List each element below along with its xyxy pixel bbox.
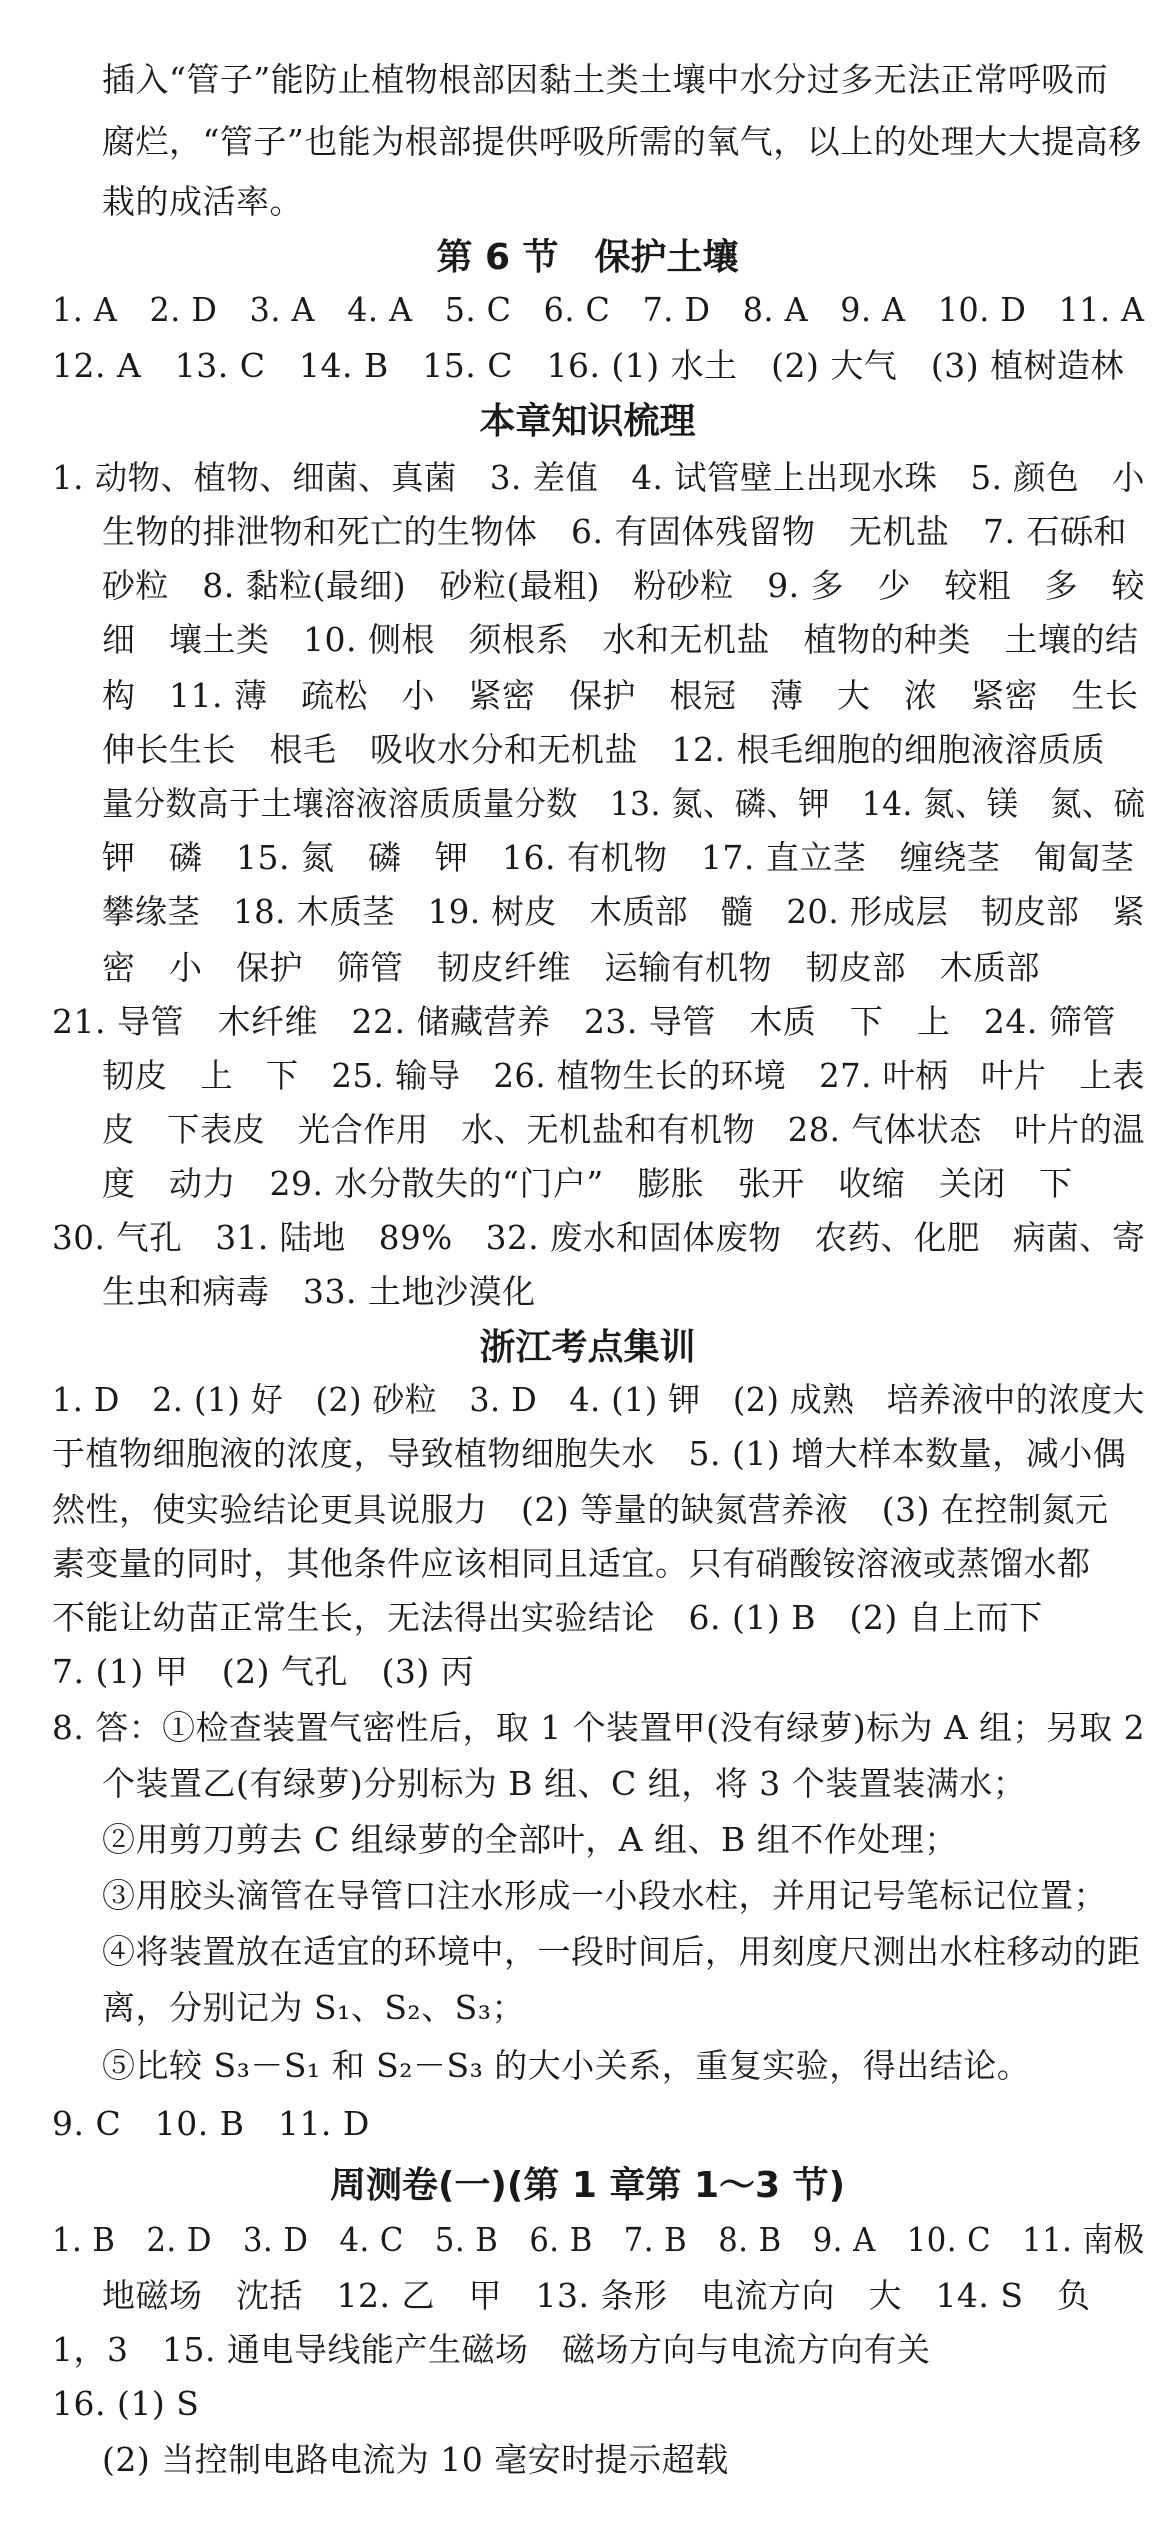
- weekly-line-5: (2) 当控制电路电流为 10 毫安时提示超载: [102, 2440, 729, 2479]
- zhejiang-line-4: 素变量的同时，其他条件应该相同且适宜。只有硝酸铵溶液或蒸馏水都: [52, 1544, 1091, 1583]
- zhejiang-line-5: 不能让幼苗正常生长，无法得出实验结论 6. (1) B (2) 自上而下: [52, 1598, 1043, 1637]
- intro-line-1: 插入“管子”能防止植物根部因黏土类土壤中水分过多无法正常呼吸而: [102, 60, 1109, 99]
- zhejiang-line-8: 个装置乙(有绿萝)分别标为 B 组、C 组，将 3 个装置装满水；: [102, 1764, 1027, 1803]
- knowledge-line-8: 钾 磷 15. 氮 磷 钾 16. 有机物 17. 直立茎 缠绕茎 匍匐茎: [102, 838, 1135, 877]
- intro-line-2: 腐烂，“管子”也能为根部提供呼吸所需的氧气，以上的处理大大提高移: [102, 122, 1142, 161]
- intro-line-3: 栽的成活率。: [102, 182, 303, 221]
- section-6-title: 第 6 节 保护土壤: [436, 237, 739, 278]
- zhejiang-line-13: ⑤比较 S₃－S₁ 和 S₂－S₃ 的大小关系，重复实验，得出结论。: [102, 2046, 1031, 2085]
- weekly-line-2: 地磁场 沈括 12. 乙 甲 13. 条形 电流方向 大 14. S 负: [102, 2276, 1091, 2315]
- knowledge-line-7: 量分数高于土壤溶液溶质质量分数 13. 氮、磷、钾 14. 氮、镁 氮、硫: [102, 784, 1146, 823]
- weekly-title: 周测卷(一)(第 1 章第 1～3 节): [329, 2165, 846, 2206]
- zhejiang-line-10: ③用胶头滴管在导管口注水形成一小段水柱，并用记号笔标记位置；: [102, 1876, 1107, 1915]
- knowledge-line-13: 皮 下表皮 光合作用 水、无机盐和有机物 28. 气体状态 叶片的温: [102, 1110, 1146, 1149]
- knowledge-line-14: 度 动力 29. 水分散失的“门户” 膨胀 张开 收缩 关闭 下: [102, 1164, 1073, 1203]
- weekly-line-3: 1，3 15. 通电导线能产生磁场 磁场方向与电流方向有关: [52, 2330, 931, 2369]
- zhejiang-line-11: ④将装置放在适宜的环境中，一段时间后，用刻度尺测出水柱移动的距: [102, 1932, 1141, 1971]
- zhejiang-line-6: 7. (1) 甲 (2) 气孔 (3) 丙: [52, 1652, 475, 1691]
- knowledge-line-1: 1. 动物、植物、细菌、真菌 3. 差值 4. 试管壁上出现水珠 5. 颜色 小: [52, 458, 1145, 497]
- knowledge-line-9: 攀缘茎 18. 木质茎 19. 树皮 木质部 髓 20. 形成层 韧皮部 紧: [102, 892, 1145, 931]
- knowledge-line-3: 砂粒 8. 黏粒(最细) 砂粒(最粗) 粉砂粒 9. 多 少 较粗 多 较: [102, 566, 1145, 605]
- section-6-line-2: 12. A 13. C 14. B 15. C 16. (1) 水土 (2) 大气 (3) 植树造林: [52, 346, 1125, 385]
- knowledge-line-11: 21. 导管 木纤维 22. 储藏营养 23. 导管 木质 下 上 24. 筛管: [52, 1002, 1116, 1041]
- weekly-line-4: 16. (1) S: [52, 2384, 200, 2423]
- zhejiang-line-2: 于植物细胞液的浓度，导致植物细胞失水 5. (1) 增大样本数量，减小偶: [52, 1434, 1127, 1473]
- knowledge-line-4: 细 壤土类 10. 侧根 须根系 水和无机盐 植物的种类 土壤的结: [102, 620, 1139, 659]
- zhejiang-line-3: 然性，使实验结论更具说服力 (2) 等量的缺氮营养液 (3) 在控制氮元: [52, 1490, 1109, 1529]
- knowledge-title: 本章知识梳理: [479, 401, 696, 442]
- zhejiang-line-14: 9. C 10. B 11. D: [52, 2104, 370, 2143]
- knowledge-line-5: 构 11. 薄 疏松 小 紧密 保护 根冠 薄 大 浓 紧密 生长: [102, 676, 1139, 715]
- zhejiang-line-9: ②用剪刀剪去 C 组绿萝的全部叶，A 组、B 组不作处理；: [102, 1820, 958, 1859]
- knowledge-line-10: 密 小 保护 筛管 韧皮纤维 运输有机物 韧皮部 木质部: [102, 948, 1040, 987]
- zhejiang-line-7: 8. 答：①检查装置气密性后，取 1 个装置甲(没有绿萝)标为 A 组；另取 2: [52, 1708, 1146, 1747]
- section-6-line-1: 1. A 2. D 3. A 4. A 5. C 6. C 7. D 8. A 9. A 10. D 11. A: [52, 290, 1145, 329]
- zhejiang-line-1: 1. D 2. (1) 好 (2) 砂粒 3. D 4. (1) 钾 (2) 成熟 培养液中的浓度大: [52, 1380, 1145, 1419]
- knowledge-line-2: 生物的排泄物和死亡的生物体 6. 有固体残留物 无机盐 7. 石砾和: [102, 512, 1127, 551]
- knowledge-line-6: 伸长生长 根毛 吸收水分和无机盐 12. 根毛细胞的细胞液溶质质: [102, 730, 1105, 769]
- knowledge-line-16: 生虫和病毒 33. 土地沙漠化: [102, 1272, 536, 1311]
- knowledge-line-15: 30. 气孔 31. 陆地 89% 32. 废水和固体废物 农药、化肥 病菌、寄: [52, 1218, 1146, 1257]
- knowledge-line-12: 韧皮 上 下 25. 输导 26. 植物生长的环境 27. 叶柄 叶片 上表: [102, 1056, 1145, 1095]
- weekly-line-1: 1. B 2. D 3. D 4. C 5. B 6. B 7. B 8. B 9. A 10. C 11. 南极: [52, 2220, 1145, 2259]
- zhejiang-line-12: 离，分别记为 S₁、S₂、S₃；: [102, 1988, 525, 2027]
- zhejiang-title: 浙江考点集训: [479, 1327, 696, 1368]
